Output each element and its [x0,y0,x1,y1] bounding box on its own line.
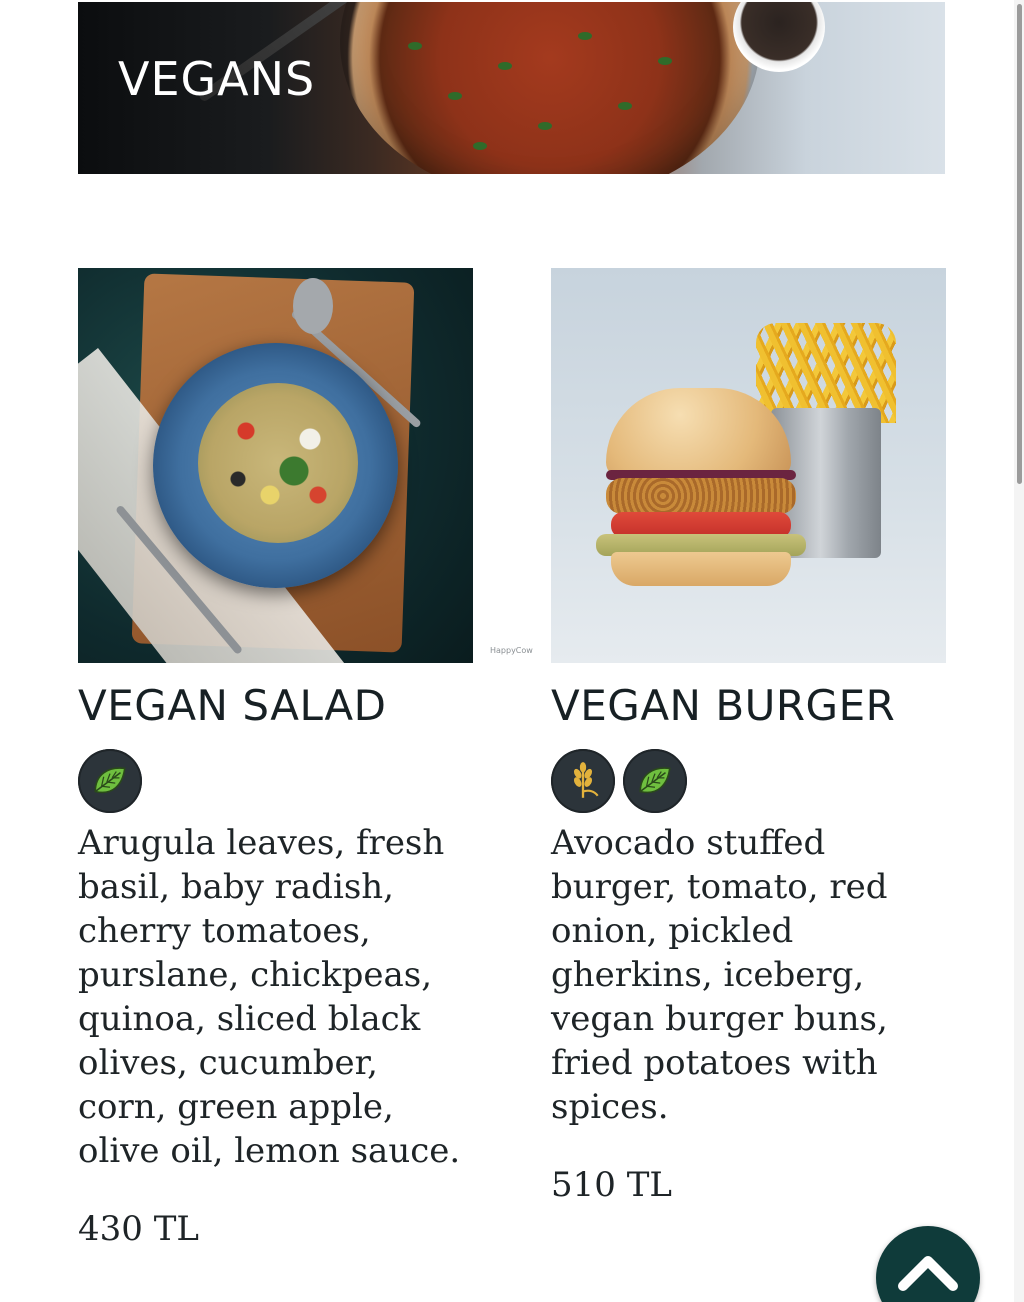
vegan-leaf-icon [623,749,687,813]
burger-patty [606,478,796,514]
banner-herb [473,142,487,150]
product-title: VEGAN BURGER [551,681,896,730]
banner-herb [408,42,422,50]
product-card-vegan-burger[interactable] [551,268,946,1205]
wheat-icon [551,749,615,813]
back-to-top-button[interactable] [876,1226,980,1302]
burger-bun-bottom [611,552,791,586]
banner-herb [618,102,632,110]
scrollbar-thumb[interactable] [1017,4,1022,484]
product-badges [551,749,946,813]
banner-herb [578,32,592,40]
scrollbar[interactable] [1014,0,1024,1302]
banner-pizza-image [340,2,760,174]
watermark: HappyCow [490,646,533,655]
product-price: 430 TL [78,1209,199,1250]
product-title: VEGAN SALAD [78,681,387,730]
spoon-head [293,278,333,334]
category-title: VEGANS [118,52,316,106]
chevron-up-icon [897,1252,959,1292]
product-description: Arugula leaves, fresh basil, baby radish, cherry tomatoes, purslane, chickpeas, quinoa, sliced black olives, cucumber, corn, green apple, olive oil, lemon sauce. [78,823,461,1172]
product-image-vegan-salad[interactable] [78,268,473,663]
product-badges [78,749,473,813]
product-description: Avocado stuffed burger, tomato, red onion, pickled gherkins, iceberg, vegan burger buns, fried potatoes with spices. [551,823,888,1128]
banner-herb [448,92,462,100]
vegan-leaf-icon [78,749,142,813]
banner-herb [498,62,512,70]
banner-herb [658,57,672,65]
product-card-vegan-salad[interactable] [78,268,473,1249]
salad-mix [198,383,358,543]
product-image-vegan-burger[interactable] [551,268,946,663]
product-price: 510 TL [551,1165,672,1206]
banner-herb [538,122,552,130]
category-banner [78,2,945,174]
